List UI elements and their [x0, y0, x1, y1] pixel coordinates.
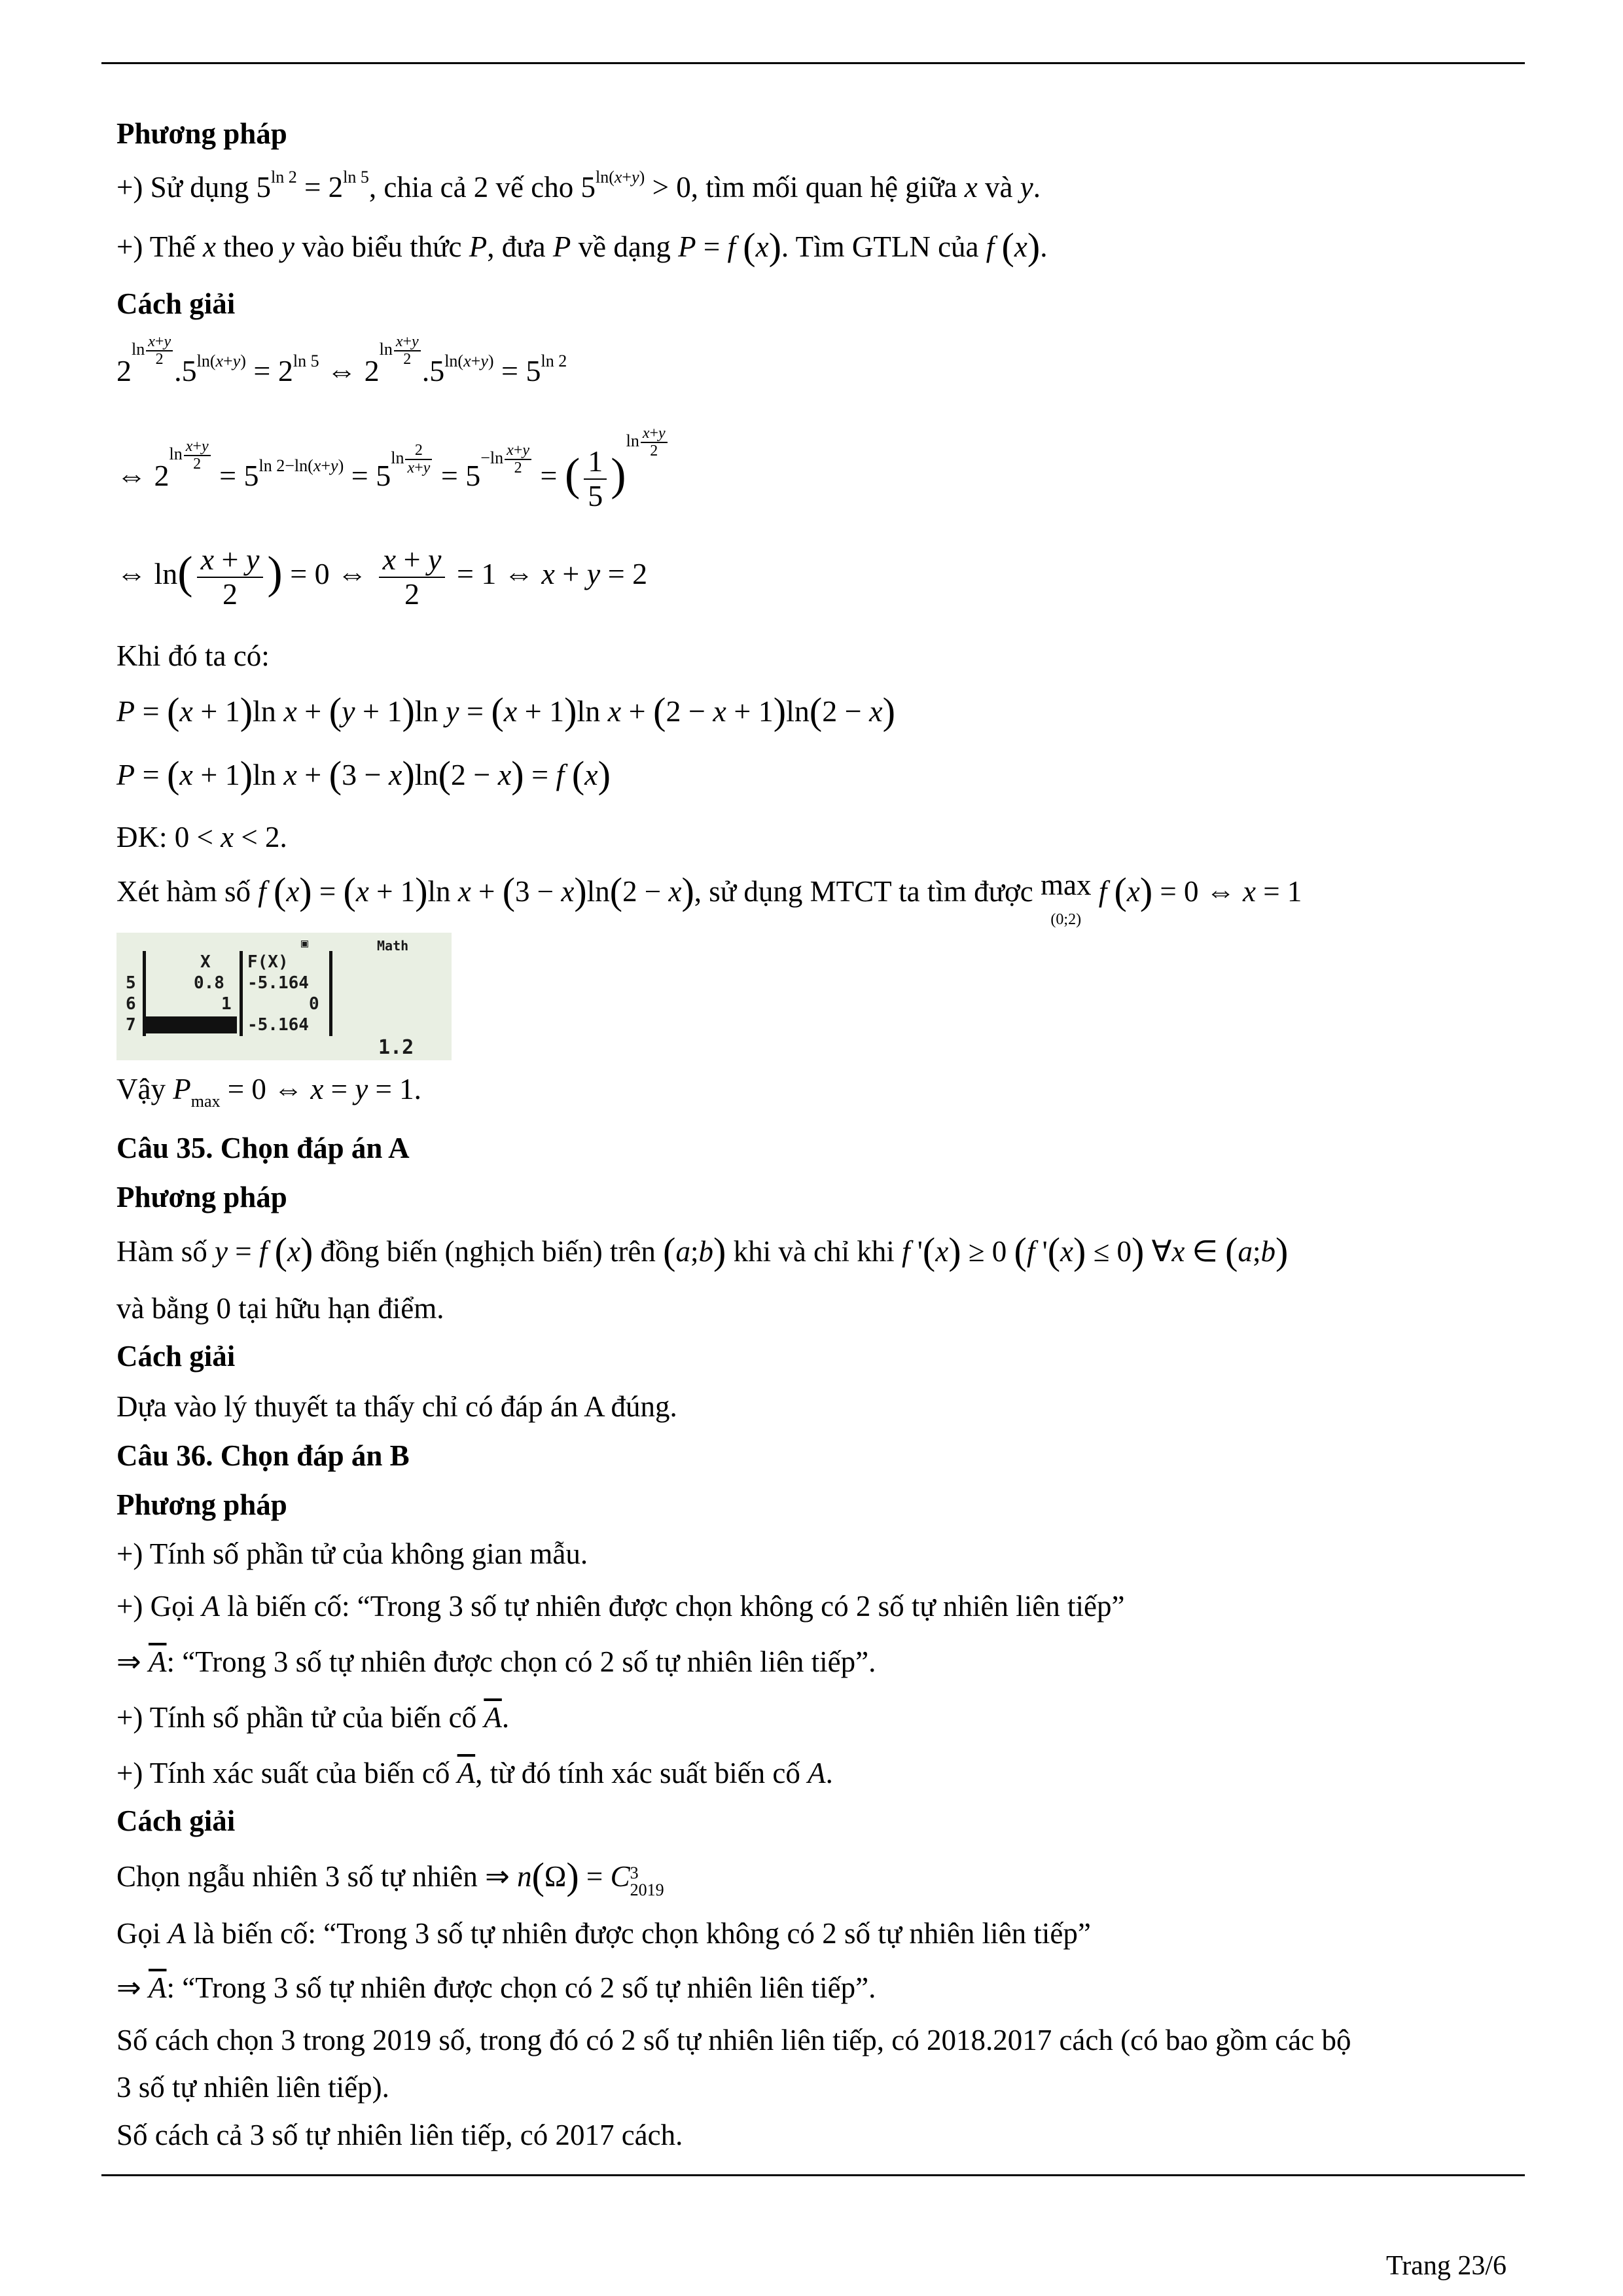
conclusion-line: Vậy $P_{max} = 0$ ⇔ x = y = 1. [116, 1073, 421, 1111]
calc-mode: Math [377, 938, 409, 954]
page-number: Trang 23/6 [1386, 2251, 1507, 2281]
q36-method-line-5: +) Tính xác suất của biến cố $\overline{A}$, từ đó tính xác suất biến cố A. [116, 1757, 833, 1789]
q36-method-line-4: +) Tính số phần tử của biến cố $\overline{A}$. [116, 1701, 510, 1734]
equation-p-2: P = (x + 1)ln x + (3 − x)ln(2 − x) = f (x) [116, 753, 611, 796]
q36-method-heading: Phương pháp [116, 1488, 287, 1521]
q36-solution-line-1: Chọn ngẫu nhiên 3 số tự nhiên ⇒ n(Ω) = C3 2019 [116, 1855, 664, 1899]
calc-col-f: F(X) [247, 952, 289, 972]
q35-method-line-1: Hàm số y = f (x) đồng biến (nghịch biến) trên (a;b) khi và chỉ khi f '(x) ≥ 0 (f '(x) ≤ 0) ∀x ∈ (a;b) [116, 1230, 1289, 1272]
method-heading: Phương pháp [116, 117, 287, 150]
q36-method-line-1: +) Tính số phần tử của không gian mẫu. [116, 1537, 588, 1570]
q35-solution-text: Dựa vào lý thuyết ta thấy chỉ có đáp án A đúng. [116, 1390, 677, 1423]
bottom-rule [101, 2174, 1525, 2176]
calc-row-idx: 5 [126, 973, 136, 993]
equation-line-3: ⇔ ln( $\frac{x + y}{2}$ ) = 0 ⇔ $\frac{x + y}{2}$ = 1 ⇔ x + y = 2 [116, 543, 648, 611]
method-line-2: +) Thế x theo y vào biểu thức P, đưa P về dạng P = f (x). Tìm GTLN của f (x). [116, 225, 1048, 268]
q35-method-heading: Phương pháp [116, 1181, 287, 1213]
q36-solution-line-3: ⇒ $\overline{A}$: “Trong 3 số tự nhiên được chọn có 2 số tự nhiên liên tiếp”. [116, 1971, 876, 2004]
calc-row-f: -5.164 [247, 1015, 309, 1035]
calc-indicator: ▣ [301, 937, 308, 950]
calc-col-x: X [200, 952, 211, 972]
question-35-heading: Câu 35. Chọn đáp án A [116, 1132, 410, 1164]
calc-row-idx: 7 [126, 1015, 136, 1035]
q36-solution-heading: Cách giải [116, 1804, 236, 1837]
q36-solution-line-5: 3 số tự nhiên liên tiếp). [116, 2071, 389, 2104]
q36-solution-line-2: Gọi A là biến cố: “Trong 3 số tự nhiên được chọn không có 2 số tự nhiên liên tiếp” [116, 1917, 1091, 1950]
xet-ham-so-line: Xét hàm số f (x) = (x + 1)ln x + (3 − x)ln(2 − x), sử dụng MTCT ta tìm được max (0;2) f (x) = 0 ⇔ x = 1 [116, 869, 1302, 928]
q35-solution-heading: Cách giải [116, 1340, 236, 1372]
q35-method-line-2: và bằng 0 tại hữu hạn điểm. [116, 1292, 444, 1325]
calc-row-x: 1 [221, 994, 232, 1014]
calc-bottom-value: 1.2 [378, 1036, 414, 1059]
khi-do-line: Khi đó ta có: [116, 639, 270, 672]
question-36-heading: Câu 36. Chọn đáp án B [116, 1439, 410, 1472]
q36-solution-line-6: Số cách cả 3 số tự nhiên liên tiếp, có 2017 cách. [116, 2119, 683, 2151]
equation-line-2: ⇔ $2^{ln \frac{x+y}{2}}$ = $5^{ln 2-ln(x+y)} = 5^{ln \frac{2}{x+y}}$ = $5^{-ln \frac{x+y}{2}}$ = ( $\frac{1}{5}$ )$^{ln \frac{x+y}{2}}$ [116, 425, 669, 512]
top-rule [101, 62, 1525, 64]
calculator-screenshot [116, 933, 452, 1060]
calc-row-f: 0 [309, 994, 319, 1014]
solution-heading: Cách giải [116, 287, 236, 320]
q36-method-line-2: +) Gọi A là biến cố: “Trong 3 số tự nhiên được chọn không có 2 số tự nhiên liên tiếp” [116, 1590, 1125, 1623]
condition-line: ĐK: 0 < x < 2. [116, 821, 287, 853]
calc-row-highlight [145, 1016, 237, 1033]
equation-p-1: P = (x + 1)ln x + (y + 1)ln y = (x + 1)ln x + (2 − x + 1)ln(2 − x) [116, 690, 895, 732]
calc-row-x: 0.8 [194, 973, 224, 993]
q36-method-line-3: ⇒ $\overline{A}$: “Trong 3 số tự nhiên được chọn có 2 số tự nhiên liên tiếp”. [116, 1645, 876, 1678]
equation-line-1: $2^{ln \frac{x+y}{2}}$ $.5^{ln(x+y)} = 2^{ln 5}$ ⇔ $2^{ln \frac{x+y}{2}}$ $.5^{ln(x+y)} = 5^{ln 2}$ [116, 333, 567, 388]
q36-solution-line-4: Số cách chọn 3 trong 2019 số, trong đó có 2 số tự nhiên liên tiếp, có 2018.2017 cách (có bao gồm các bộ [116, 2024, 1351, 2056]
method-line-1: +) Sử dụng $5^{ln 2} = 2^{ln 5}$, chia cả 2 vế cho $5^{ln(x+y)} > 0$, tìm mối quan hệ giữa x và y. [116, 168, 1041, 204]
calc-row-f: -5.164 [247, 973, 309, 993]
calc-row-idx: 6 [126, 994, 136, 1014]
